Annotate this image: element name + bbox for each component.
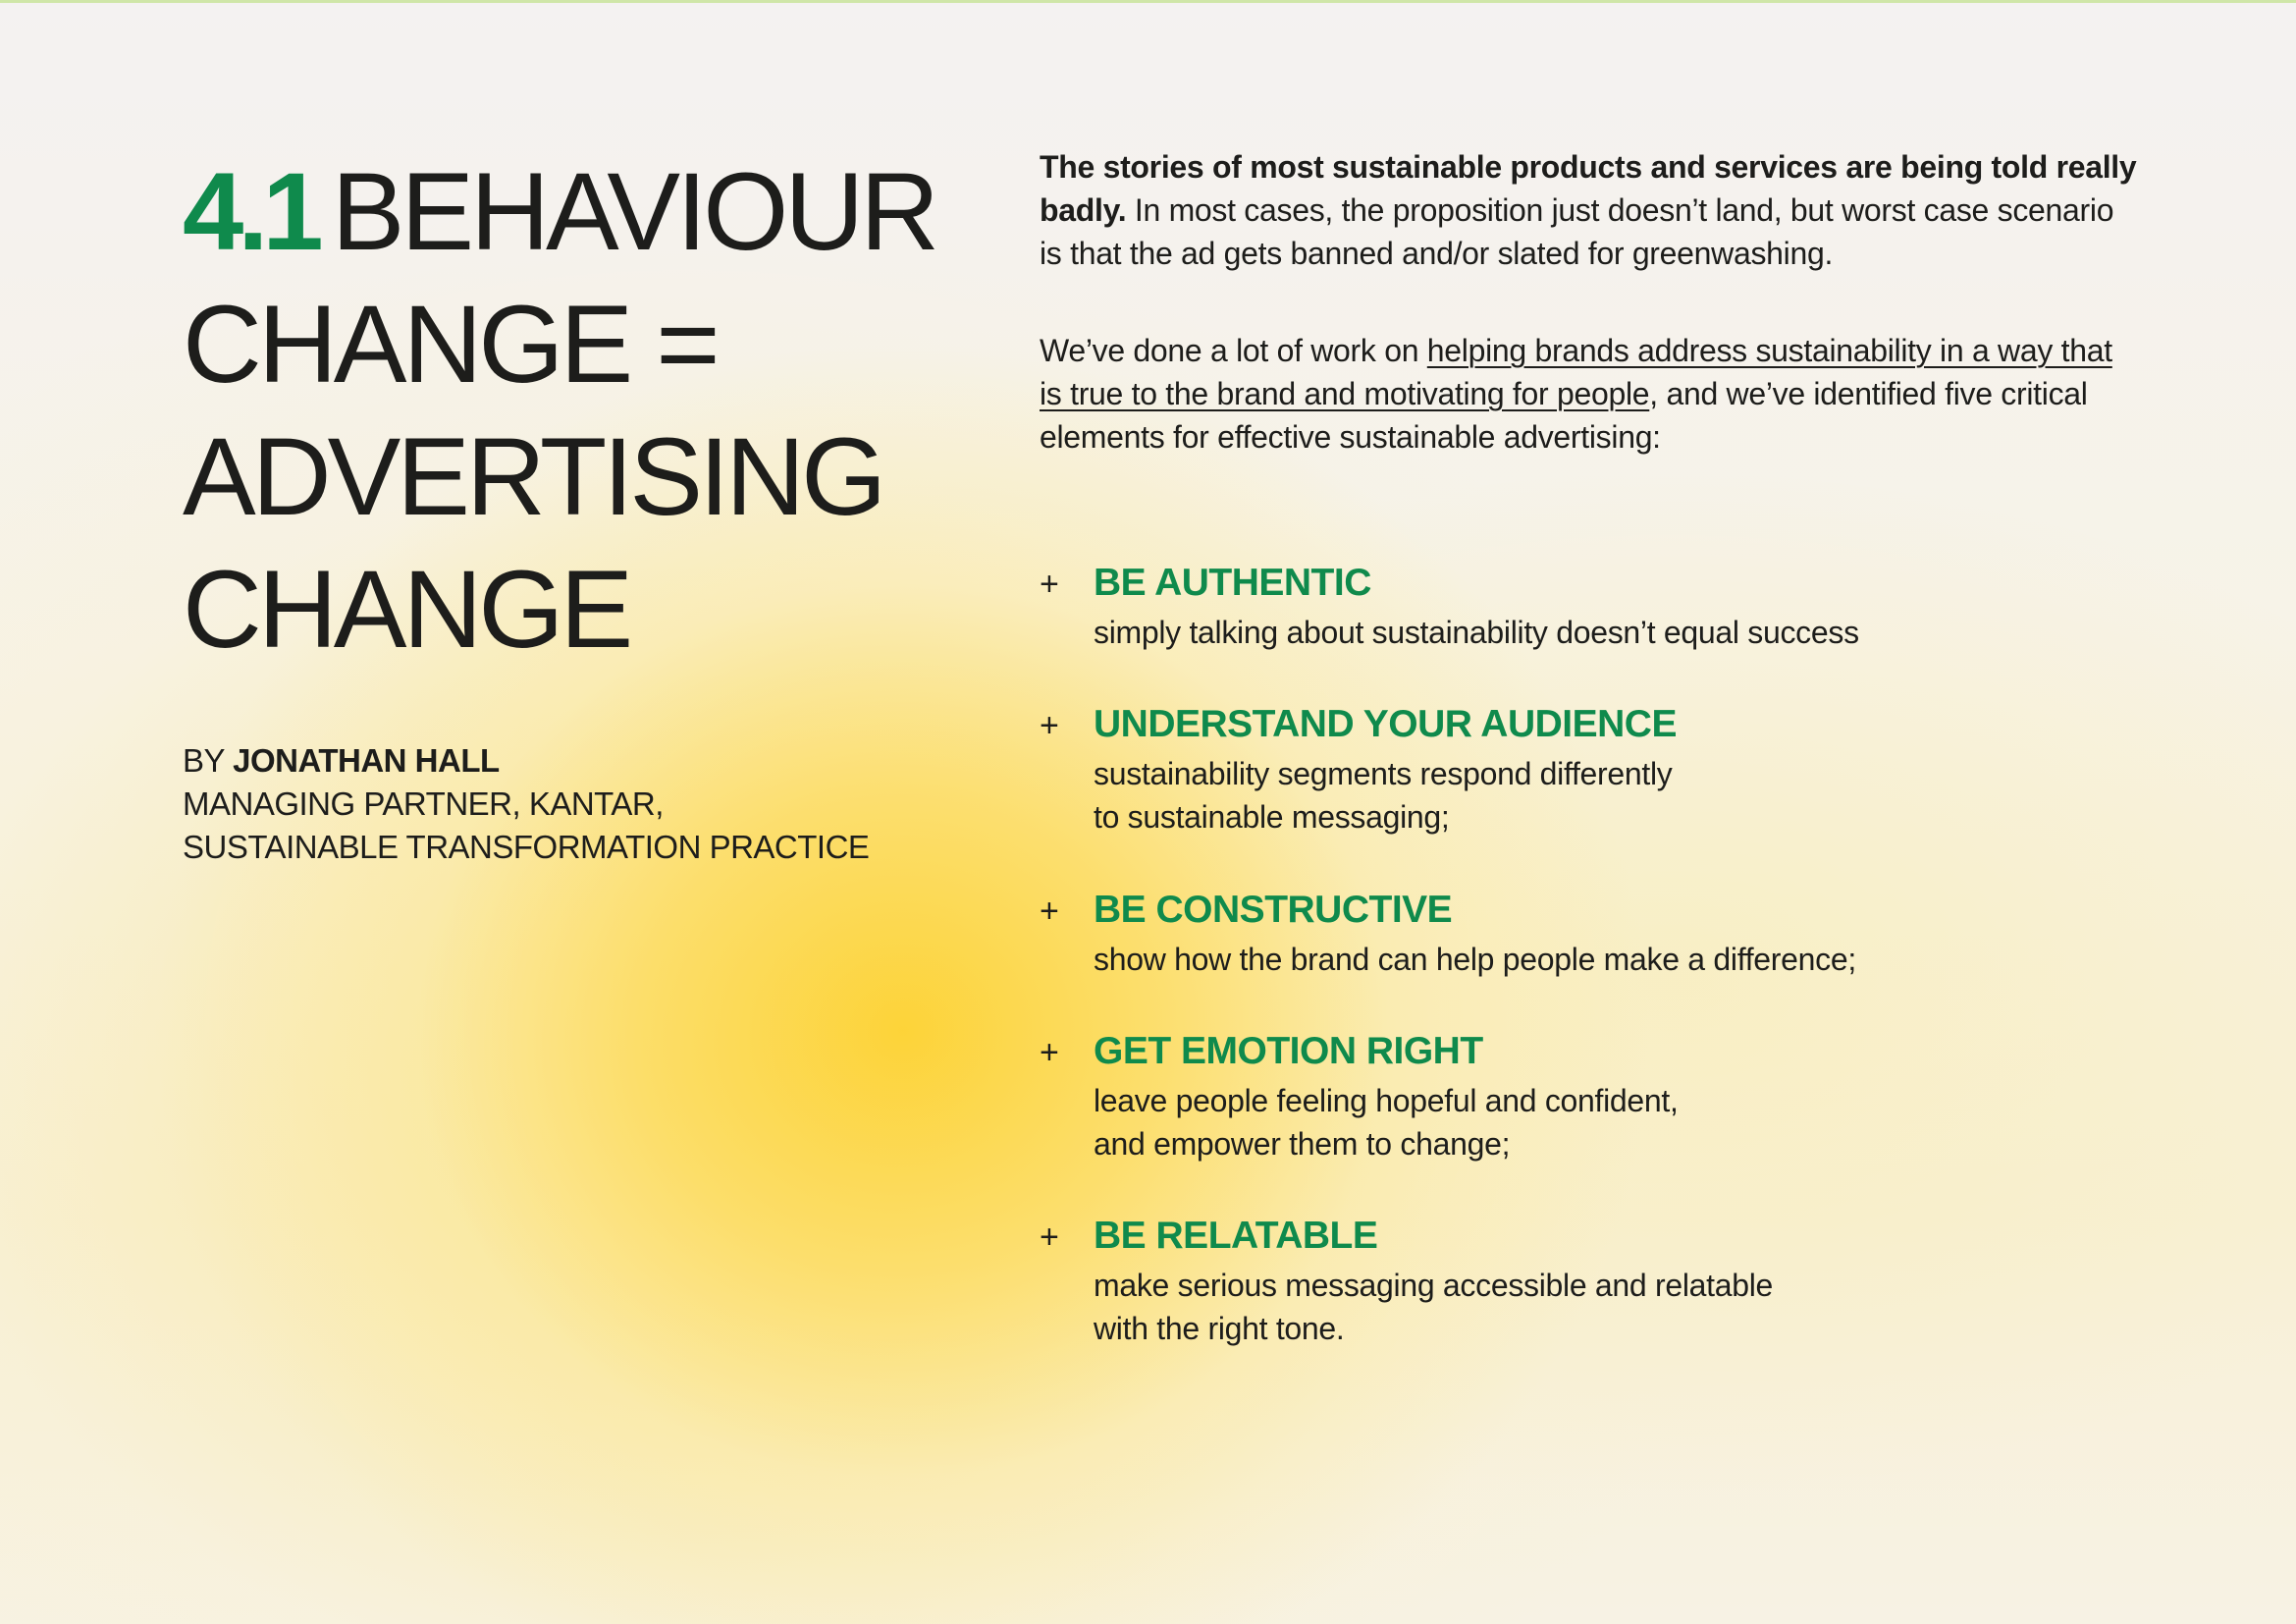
element-description: sustainability segments respond differently to sustainable messaging; xyxy=(1094,756,1673,835)
plus-icon: + xyxy=(1040,1218,1059,1256)
byline-author-row xyxy=(183,739,869,783)
intro-paragraph-2 xyxy=(1040,329,2139,459)
intro-paragraph-1 xyxy=(1040,145,2139,275)
list-item xyxy=(1040,560,2168,654)
intro-paragraph-2-end: , and we’ve identified five critical elements for effective sustainable advertising: xyxy=(1040,376,2088,455)
plus-icon: + xyxy=(1040,707,1059,744)
title-word-behaviour: BEHAVIOUR xyxy=(331,150,936,273)
critical-elements-list xyxy=(1040,560,2168,1350)
element-heading: GET EMOTION RIGHT xyxy=(1094,1030,1483,1072)
top-rule xyxy=(0,0,2296,3)
sustainability-work-link[interactable]: helping brands address sustainability in a way that is true to the brand and motivating for people xyxy=(1040,333,2112,411)
plus-icon: + xyxy=(1040,566,1059,603)
page-title xyxy=(183,145,968,676)
title-line-2: CHANGE = xyxy=(183,283,717,406)
list-item xyxy=(1040,1213,2168,1350)
author-name: JONATHAN HALL xyxy=(233,742,500,779)
element-description: leave people feeling hopeful and confident, and empower them to change; xyxy=(1094,1083,1679,1162)
intro-paragraph-2-start: We’ve done a lot of work on xyxy=(1040,333,1427,368)
element-heading: BE AUTHENTIC xyxy=(1094,562,1371,604)
element-heading: BE CONSTRUCTIVE xyxy=(1094,889,1453,931)
plus-icon: + xyxy=(1040,1034,1059,1071)
author-practice: SUSTAINABLE TRANSFORMATION PRACTICE xyxy=(183,829,870,865)
title-line-3: ADVERTISING xyxy=(183,415,883,538)
title-line-1 xyxy=(183,145,968,278)
byline xyxy=(183,739,869,869)
plus-icon: + xyxy=(1040,893,1059,930)
intro-lead: The stories of most sustainable products and services are being told really badly. xyxy=(1040,149,2137,228)
element-heading: BE RELATABLE xyxy=(1094,1215,1378,1257)
list-item xyxy=(1040,887,2168,981)
title-line-4: CHANGE xyxy=(183,548,630,671)
element-description: make serious messaging accessible and relatable with the right tone. xyxy=(1094,1268,1774,1346)
intro-paragraph-1-body: In most cases, the proposition just doesn’t land, but worst case scenario is that the ad gets banned and/or slated for greenwashing. xyxy=(1040,192,2114,271)
section-number: 4.1 xyxy=(183,150,318,273)
element-description: simply talking about sustainability doesn’t equal success xyxy=(1094,615,1859,650)
author-role: MANAGING PARTNER, KANTAR, xyxy=(183,785,664,822)
element-description: show how the brand can help people make a difference; xyxy=(1094,942,1856,977)
intro-text xyxy=(1040,145,2139,459)
element-heading: UNDERSTAND YOUR AUDIENCE xyxy=(1094,703,1677,745)
list-item xyxy=(1040,701,2168,839)
byline-prefix: BY xyxy=(183,742,234,779)
list-item xyxy=(1040,1028,2168,1165)
